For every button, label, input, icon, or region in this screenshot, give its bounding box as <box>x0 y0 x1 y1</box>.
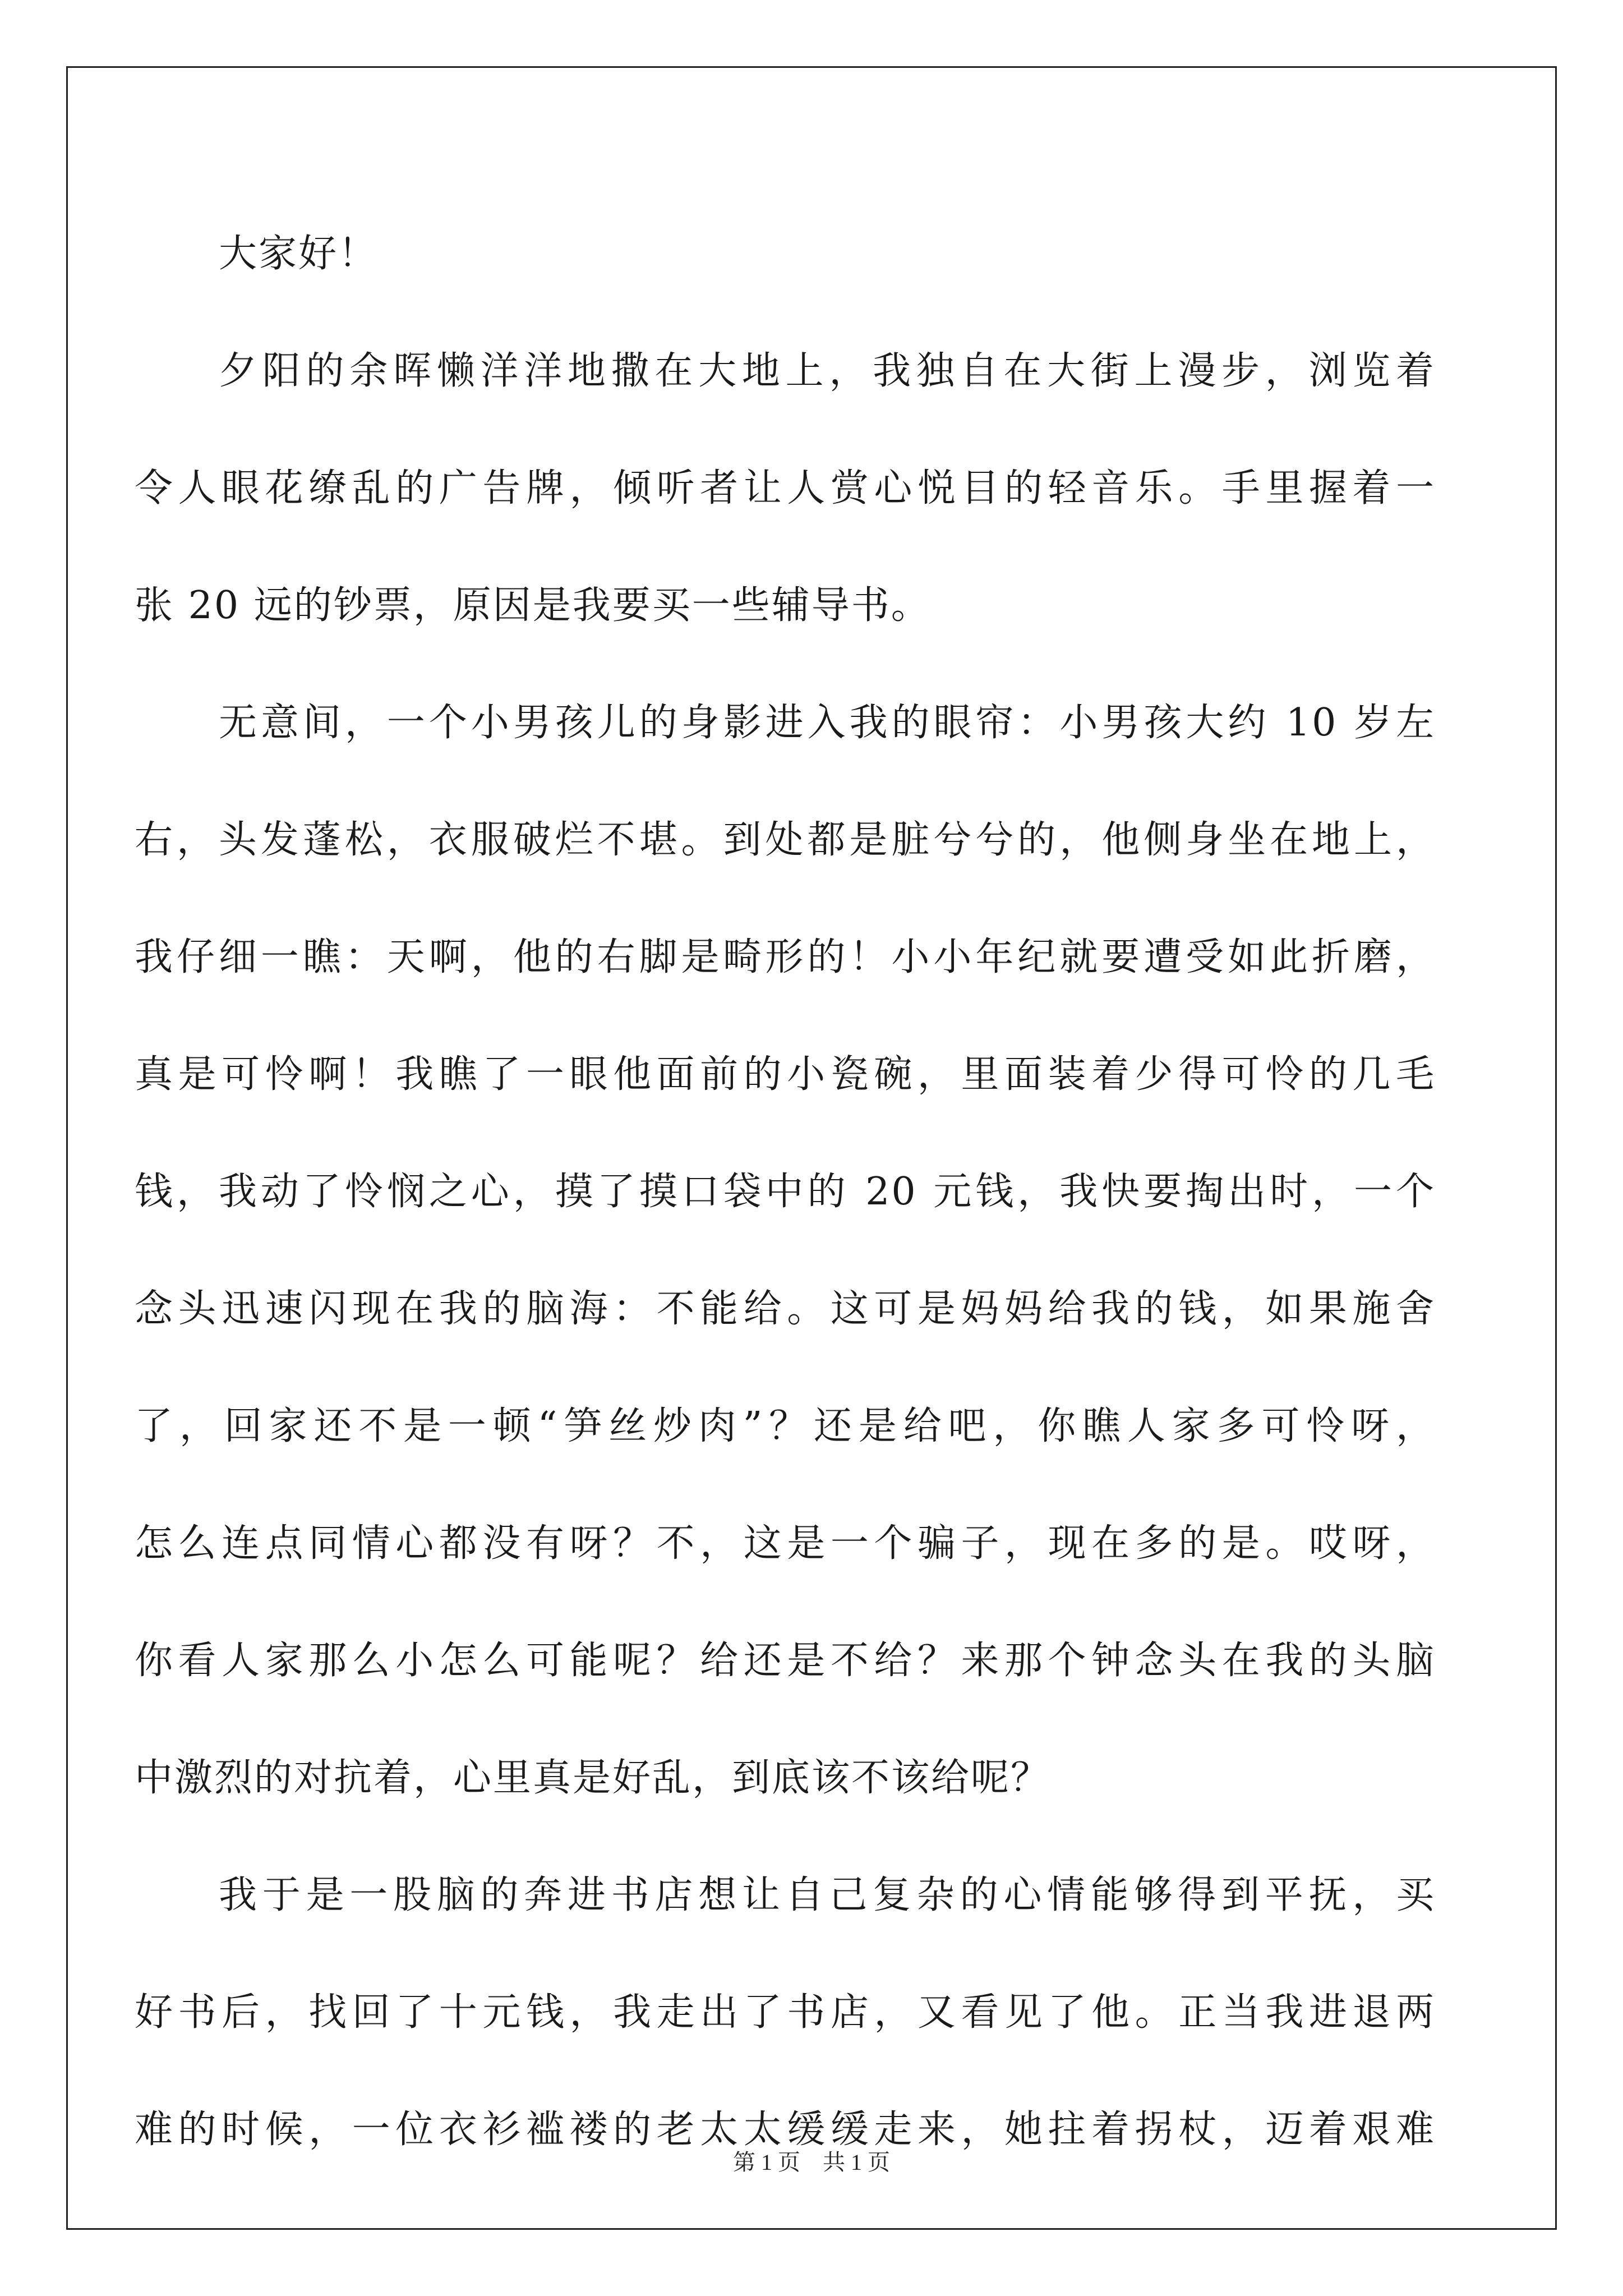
paragraph-3-line-2: 好书后，找回了十元钱，我走出了书店，又看见了他。正当我进退两 <box>135 1990 1436 2035</box>
paragraph-2-line-10: 中激烈的对抗着，心里真是好乱，到底该不该给呢？ <box>135 1756 1051 1800</box>
page-number-footer: 第 1 页 共 1 页 <box>733 2150 890 2175</box>
paragraph-2-line-2: 右，头发蓬松，衣服破烂不堪。到处都是脏兮兮的，他侧身坐在地上， <box>135 818 1436 862</box>
document-body <box>135 195 1436 2188</box>
paragraph-1-line-1: 夕阳的余晖懒洋洋地撒在大地上，我独自在大街上漫步，浏览着 <box>219 349 1436 393</box>
paragraph-3-line-1: 我于是一股脑的奔进书店想让自己复杂的心情能够得到平抚，买 <box>219 1873 1436 1917</box>
paragraph-2-line-9: 你看人家那么小怎么可能呢？给还是不给？来那个钟念头在我的头脑 <box>135 1639 1436 1683</box>
paragraph-1-line-3: 张 20 远的钞票，原因是我要买一些辅导书。 <box>135 583 931 628</box>
paragraph-3-line-3: 难的时候，一位衣衫褴褛的老太太缓缓走来，她拄着拐杖，迈着艰难 <box>135 2108 1436 2152</box>
paragraph-2-line-8: 怎么连点同情心都没有呀？不，这是一个骗子，现在多的是。哎呀， <box>135 1521 1436 1566</box>
paragraph-2-line-6: 念头迅速闪现在我的脑海：不能给。这可是妈妈给我的钱，如果施舍 <box>135 1287 1436 1331</box>
paragraph-2-line-1: 无意间，一个小男孩儿的身影进入我的眼帘：小男孩大约 10 岁左 <box>219 701 1436 745</box>
greeting-line: 大家好！ <box>219 232 379 276</box>
paragraph-2-line-5: 钱，我动了怜悯之心，摸了摸口袋中的 20 元钱，我快要掏出时，一个 <box>135 1170 1436 1214</box>
paragraph-2-line-7: 了，回家还不是一顿“笋丝炒肉”？还是给吧，你瞧人家多可怜呀， <box>135 1404 1436 1448</box>
paragraph-1-line-2: 令人眼花缭乱的广告牌，倾听者让人赏心悦目的轻音乐。手里握着一 <box>135 466 1436 510</box>
paragraph-2-line-4: 真是可怜啊！我瞧了一眼他面前的小瓷碗，里面装着少得可怜的几毛 <box>135 1052 1436 1097</box>
paragraph-2-line-3: 我仔细一瞧：天啊，他的右脚是畸形的！小小年纪就要遭受如此折磨， <box>135 935 1436 979</box>
